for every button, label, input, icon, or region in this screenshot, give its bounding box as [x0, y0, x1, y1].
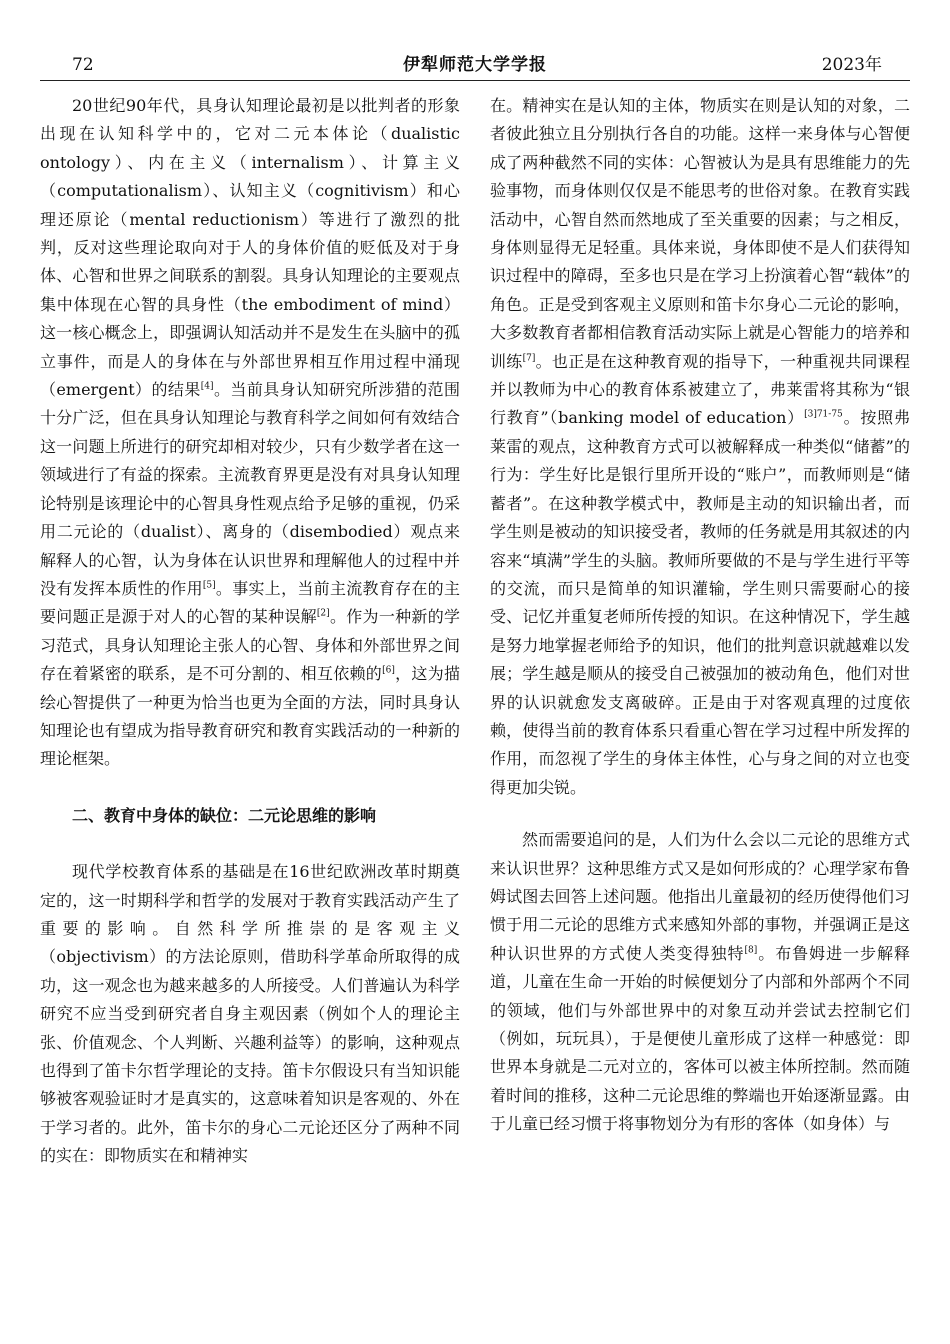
paragraph-dualism-origin: 然而需要追问的是，人们为什么会以二元论的思维方式来认识世界？这种思维方式又是如何形成的？心理学家布鲁姆试图去回答上述问题。他指出儿童最初的经历使得他们习惯于用二元论的思维方式来感知外部的事物，并强调正是这种认识世界的方式使人类变得独特[8]。布鲁姆进一步解释道，儿童在生命一开始的时候便划分了内部和外部两个不同的领域，他们与外部世界中的对象互动并尝试去控制它们（例如，玩玩具），于是便使儿童形成了这样一种感觉：即世界本身就是二元对立的，客体可以被主体所控制。然而随着时间的推移，这种二元论思维的弊端也开始逐渐显露。由于儿童已经习惯于将事物划分为有形的客体（如身体）与	[490, 830, 910, 1134]
right-column	[490, 92, 910, 1139]
journal-title: 伊犁师范大学学报	[403, 55, 547, 75]
section-heading: 二、教育中身体的缺位：二元论思维的影响	[72, 805, 377, 825]
page-number: 72	[72, 55, 94, 75]
citation: [5]	[202, 580, 216, 591]
left-column	[40, 92, 460, 1171]
paragraph-modern-education: 现代学校教育体系的基础是在16世纪欧洲改革时期奠定的，这一时期科学和哲学的发展对于教育实践活动产生了重要的影响。自然科学所推崇的是客观主义（objectivism）的方法论原则，借助科学革命所取得的成功，这一观念也为越来越多的人所接受。人们普遍认为科学研究不应当受到研究者自身主观因素（例如个人的理论主张、价值观念、个人判断、兴趣利益等）的影响，这种观点也得到了笛卡尔哲学理论的支持。笛卡尔假设只有当知识能够被客观验证时才是真实的，这意味着知识是客观的、外在于学习者的。此外，笛卡尔的身心二元论还区分了两种不同的实在：即物质实在和精神实	[40, 862, 460, 1166]
citation: [6]	[382, 665, 395, 676]
citation: [4]	[200, 381, 214, 392]
citation: [3]71-75	[804, 410, 843, 421]
publication-year: 2023年	[821, 55, 882, 75]
paragraph-intro: 20世纪90年代，具身认知理论最初是以批判者的形象出现在认知科学中的，它对二元本体论（dualistic ontology）、内在主义（internalism）、计算主义（computationalism）、认知主义（cognitivism）和心理还原论（mental reductionism）等进行了激烈的批判，反对这些理论取向对于人的身体价值的贬低及对于身体、心智和世界之间联系的割裂。具身认知理论的主要观点集中体现在心智的具身性（the embodiment of mind）这一核心概念上，即强调认知活动并不是发生在头脑中的孤立事件，而是人的身体在与外部世界相互作用过程中涌现（emergent）的结果[4]。当前具身认知研究所涉猎的范围十分广泛，但在具身认知理论与教育科学之间如何有效结合这一问题上所进行的研究却相对较少，只有少数学者在这一领域进行了有益的探索。主流教育界更是没有对具身认知理论特别是该理论中的心智具身性观点给予足够的重视，仍采用二元论的（dualist）、离身的（disembodied）观点来解释人的心智，认为身体在认识世界和理解他人的过程中并没有发挥本质性的作用[5]。事实上，当前主流教育存在的主要问题正是源于对人的心智的某种误解[2]。作为一种新的学习范式，具身认知理论主张人的心智、身体和外部世界之间存在着紧密的联系，是不可分割的、相互依赖的[6]，这为描绘心智提供了一种更为恰当也更为全面的方法，同时具身认知理论也有望成为指导教育研究和教育实践活动的一种新的理论框架。	[40, 96, 460, 769]
citation: [2]	[316, 608, 330, 619]
citation: [7]	[522, 353, 536, 364]
citation: [8]	[744, 945, 758, 956]
paragraph-continued: 在。精神实在是认知的主体，物质实在则是认知的对象，二者彼此独立且分别执行各自的功能。这样一来身体与心智便成了两种截然不同的实体：心智被认为是具有思维能力的先验事物，而身体则仅仅是不能思考的世俗对象。在教育实践活动中，心智自然而然地成了至关重要的因素；与之相反，身体则显得无足轻重。具体来说，身体即使不是人们获得知识过程中的障碍，至多也只是在学习上扮演着心智“载体”的角色。正是受到客观主义原则和笛卡尔身心二元论的影响，大多数教育者都相信教育活动实际上就是心智能力的培养和训练[7]。也正是在这种教育观的指导下，一种重视共同课程并以教师为中心的教育体系被建立了，弗莱雷将其称为“银行教育”（banking model of education）$^{[3]71-75}$。按照弗莱雷的观点，这种教育方式可以被解释成一种类似“储蓄”的行为：学生好比是银行里所开设的“账户”，而教师则是“储蓄者”。在这种教学模式中，教师是主动的知识输出者，而学生则是被动的知识接受者，教师的任务就是用其叙述的内容来“填满”学生的头脑。教师所要做的不是与学生进行平等的交流，而只是简单的知识灌输，学生则只需要耐心的接受、记忆并重复老师所传授的知识。在这种情况下，学生越是努力地掌握老师给予的知识，他们的批判意识就越难以发展；学生越是顺从的接受自己被强加的被动角色，他们对世界的认识就愈发支离破碎。正是由于对客观真理的过度依赖，使得当前的教育体系只看重心智在学习过程中所发挥的作用，而忽视了学生的身体主体性，心与身之间的对立也变得更加尖锐。	[490, 96, 910, 797]
running-header	[40, 52, 910, 81]
